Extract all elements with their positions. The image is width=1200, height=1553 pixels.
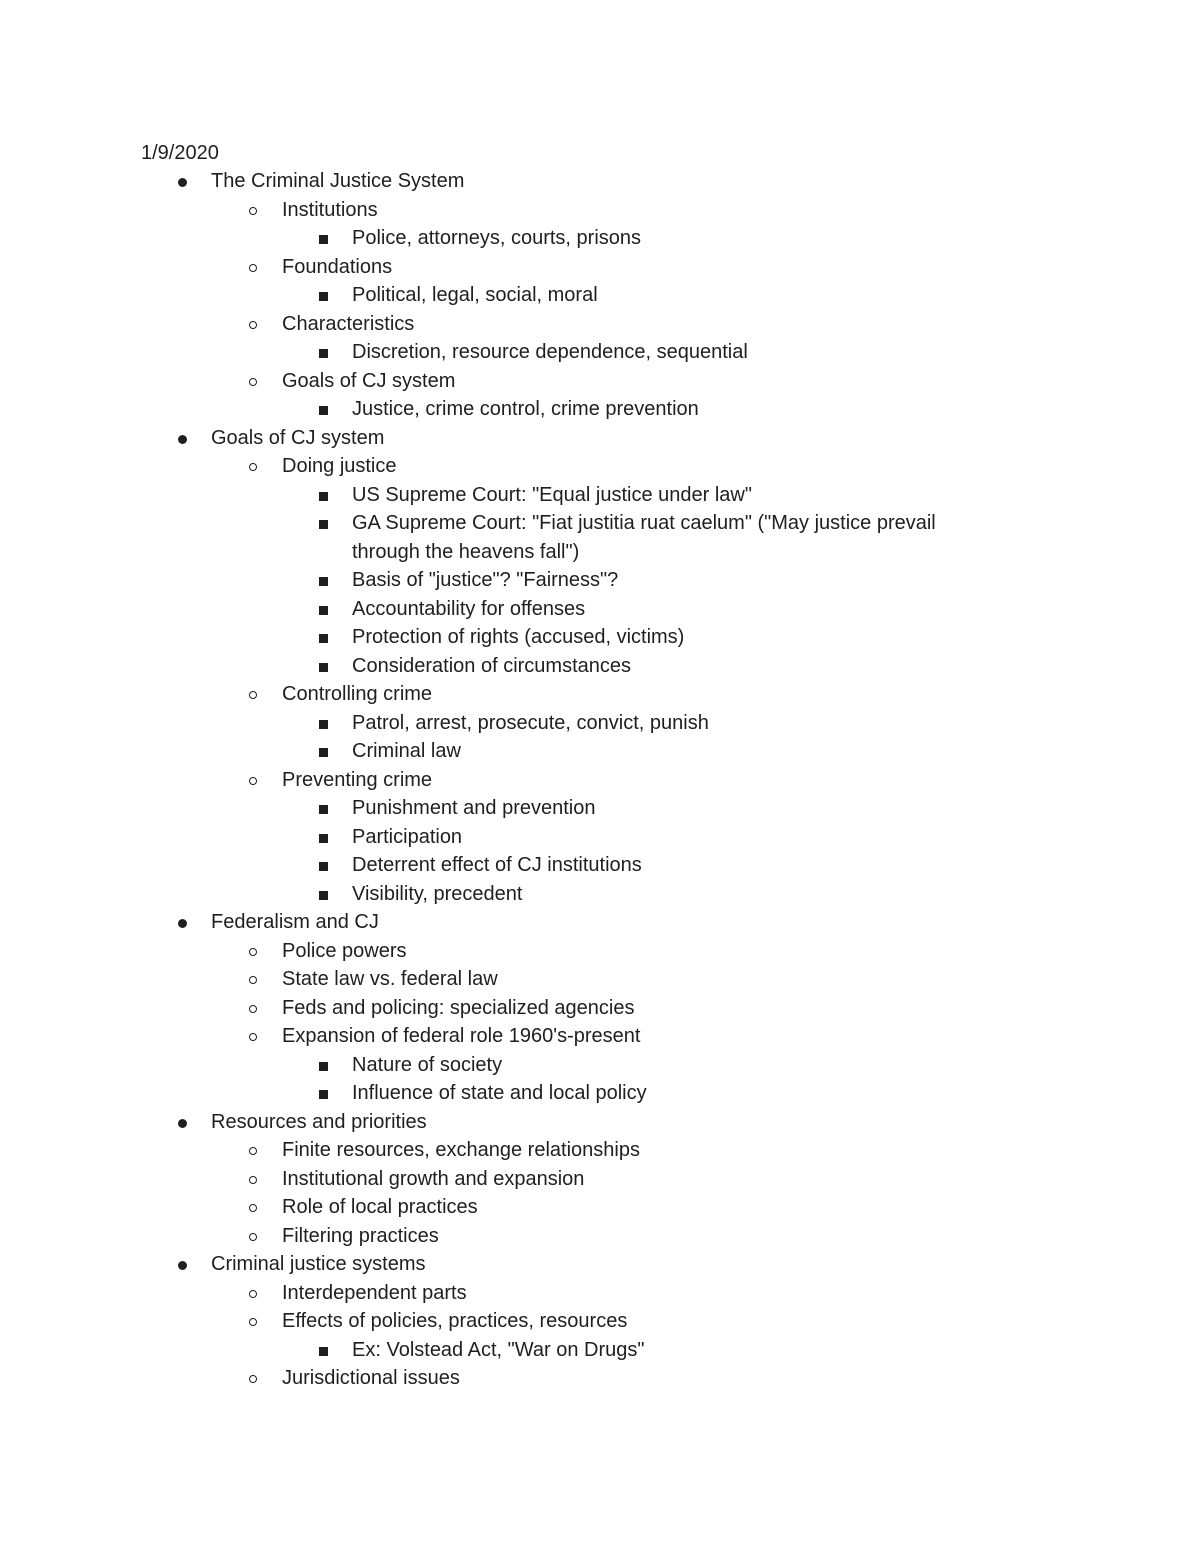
filled-circle-bullet-icon [178, 178, 187, 187]
outline-item-text: Preventing crime [282, 768, 433, 791]
outline-item-level-2 [0, 1022, 1200, 1051]
outline-item-text: Doing justice [282, 455, 397, 477]
hollow-circle-bullet-icon [249, 378, 257, 386]
outline-item-text: Finite resources, exchange relationships [282, 1139, 640, 1161]
hollow-circle-bullet-icon [249, 1318, 257, 1326]
outline-item-text: Discretion, resource dependence, sequential [352, 341, 748, 363]
square-bullet-icon [319, 862, 328, 871]
square-bullet-icon [319, 406, 328, 415]
square-bullet-icon [319, 292, 328, 301]
outline-item-text: Role of local practices [282, 1196, 478, 1218]
hollow-circle-bullet-icon [249, 777, 257, 785]
outline-item-level-1 [0, 167, 1200, 196]
outline-item-level-1 [0, 1108, 1200, 1137]
outline-item-level-1 [0, 1250, 1200, 1279]
outline-item-level-2 [0, 1165, 1200, 1194]
filled-circle-bullet-icon [178, 435, 187, 444]
outline-item-text: Visibility, precedent [352, 882, 523, 905]
outline-item-level-2 [0, 452, 1200, 481]
outline-item-level-3 [0, 509, 1200, 566]
outline-item-text: Nature of society [352, 1053, 503, 1076]
square-bullet-icon [319, 606, 328, 615]
hollow-circle-bullet-icon [249, 948, 257, 956]
outline-item-level-3 [0, 1079, 1200, 1108]
hollow-circle-bullet-icon [249, 1290, 257, 1298]
outline-item-text: State law vs. federal law [282, 968, 498, 990]
outline-item-level-3 [0, 1051, 1200, 1080]
outline-item-text: Feds and policing: specialized agencies [282, 996, 635, 1019]
outline-item-text: Criminal justice systems [211, 1253, 426, 1275]
outline-item-text: Controlling crime [282, 683, 433, 705]
outline-item-level-2 [0, 1193, 1200, 1222]
outline-item-level-3 [0, 395, 1200, 424]
hollow-circle-bullet-icon [249, 1233, 257, 1241]
outline-item-text: Justice, crime control, crime prevention [352, 398, 699, 420]
hollow-circle-bullet-icon [249, 1033, 257, 1041]
hollow-circle-bullet-icon [249, 976, 257, 984]
square-bullet-icon [319, 492, 328, 501]
notes-outline [0, 167, 1200, 1393]
outline-item-level-2 [0, 1307, 1200, 1336]
square-bullet-icon [319, 720, 328, 729]
square-bullet-icon [319, 577, 328, 586]
outline-item-text: Political, legal, social, moral [352, 284, 598, 306]
outline-item-text: Police powers [282, 939, 407, 962]
filled-circle-bullet-icon [178, 1119, 187, 1128]
outline-item-level-2 [0, 994, 1200, 1023]
square-bullet-icon [319, 1347, 328, 1356]
square-bullet-icon [319, 748, 328, 757]
outline-item-level-3 [0, 566, 1200, 595]
outline-item-text: Goals of CJ system [282, 369, 456, 392]
outline-item-text: Effects of policies, practices, resources [282, 1310, 628, 1332]
outline-item-level-2 [0, 253, 1200, 282]
outline-item-text: Resources and priorities [211, 1110, 427, 1133]
outline-item-text: Basis of "justice"? "Fairness"? [352, 569, 619, 591]
outline-item-text: US Supreme Court: "Equal justice under law" [352, 483, 752, 506]
outline-item-text: Participation [352, 825, 463, 848]
hollow-circle-bullet-icon [249, 1005, 257, 1013]
outline-item-text: Interdependent parts [282, 1281, 467, 1304]
outline-item-level-2 [0, 367, 1200, 396]
square-bullet-icon [319, 634, 328, 643]
outline-item-level-3 [0, 880, 1200, 909]
square-bullet-icon [319, 349, 328, 358]
outline-item-text: The Criminal Justice System [211, 170, 465, 192]
outline-item-level-2 [0, 1222, 1200, 1251]
outline-item-level-2 [0, 196, 1200, 225]
outline-item-text: Consideration of circumstances [352, 654, 632, 677]
outline-item-text: Police, attorneys, courts, prisons [352, 227, 642, 249]
filled-circle-bullet-icon [178, 1261, 187, 1270]
hollow-circle-bullet-icon [249, 463, 257, 471]
square-bullet-icon [319, 663, 328, 672]
outline-item-level-3 [0, 652, 1200, 681]
outline-item-text: Criminal law [352, 740, 461, 762]
square-bullet-icon [319, 1090, 328, 1099]
square-bullet-icon [319, 235, 328, 244]
outline-item-level-2 [0, 937, 1200, 966]
outline-item-level-3 [0, 623, 1200, 652]
outline-item-text: Characteristics [282, 312, 415, 335]
outline-item-level-3 [0, 823, 1200, 852]
outline-item-level-3 [0, 338, 1200, 367]
outline-item-level-3 [0, 481, 1200, 510]
outline-item-text: Foundations [282, 255, 393, 278]
outline-item-level-3 [0, 851, 1200, 880]
outline-item-text: Patrol, arrest, prosecute, convict, punish [352, 711, 709, 734]
outline-item-level-1 [0, 424, 1200, 453]
outline-item-level-2 [0, 1279, 1200, 1308]
outline-item-level-2 [0, 1364, 1200, 1393]
outline-item-level-2 [0, 310, 1200, 339]
outline-item-level-2 [0, 680, 1200, 709]
square-bullet-icon [319, 834, 328, 843]
outline-item-text: Goals of CJ system [211, 426, 385, 449]
hollow-circle-bullet-icon [249, 264, 257, 272]
hollow-circle-bullet-icon [249, 207, 257, 215]
outline-item-text: Deterrent effect of CJ institutions [352, 854, 642, 876]
outline-item-text: Jurisdictional issues [282, 1367, 460, 1389]
outline-item-level-3 [0, 737, 1200, 766]
filled-circle-bullet-icon [178, 919, 187, 928]
outline-item-text: Filtering practices [282, 1224, 439, 1247]
outline-item-level-3 [0, 595, 1200, 624]
outline-item-text: Institutional growth and expansion [282, 1167, 585, 1190]
hollow-circle-bullet-icon [249, 691, 257, 699]
outline-item-text: Influence of state and local policy [352, 1082, 647, 1104]
note-date: 1/9/2020 [141, 142, 219, 164]
outline-item-level-2 [0, 766, 1200, 795]
outline-item-text: Federalism and CJ [211, 911, 379, 933]
hollow-circle-bullet-icon [249, 1176, 257, 1184]
square-bullet-icon [319, 1062, 328, 1071]
outline-item-text: Expansion of federal role 1960's-present [282, 1025, 641, 1047]
outline-item-level-3 [0, 1336, 1200, 1365]
outline-item-level-2 [0, 965, 1200, 994]
outline-item-level-3 [0, 281, 1200, 310]
outline-item-text: Punishment and prevention [352, 797, 596, 819]
outline-item-level-2 [0, 1136, 1200, 1165]
outline-item-text: Accountability for offenses [352, 597, 586, 620]
outline-item-level-3 [0, 224, 1200, 253]
hollow-circle-bullet-icon [249, 1204, 257, 1212]
outline-item-level-3 [0, 709, 1200, 738]
hollow-circle-bullet-icon [249, 1147, 257, 1155]
outline-item-level-3 [0, 794, 1200, 823]
square-bullet-icon [319, 520, 328, 529]
outline-item-level-1 [0, 908, 1200, 937]
square-bullet-icon [319, 891, 328, 900]
outline-item-text: Protection of rights (accused, victims) [352, 626, 685, 648]
outline-item-text: Institutions [282, 198, 378, 221]
outline-item-text: GA Supreme Court: "Fiat justitia ruat caelum" ("May justice prevail through the heavens fall") [352, 512, 936, 563]
hollow-circle-bullet-icon [249, 1375, 257, 1383]
square-bullet-icon [319, 805, 328, 814]
hollow-circle-bullet-icon [249, 321, 257, 329]
outline-item-text: Ex: Volstead Act, "War on Drugs" [352, 1338, 645, 1361]
